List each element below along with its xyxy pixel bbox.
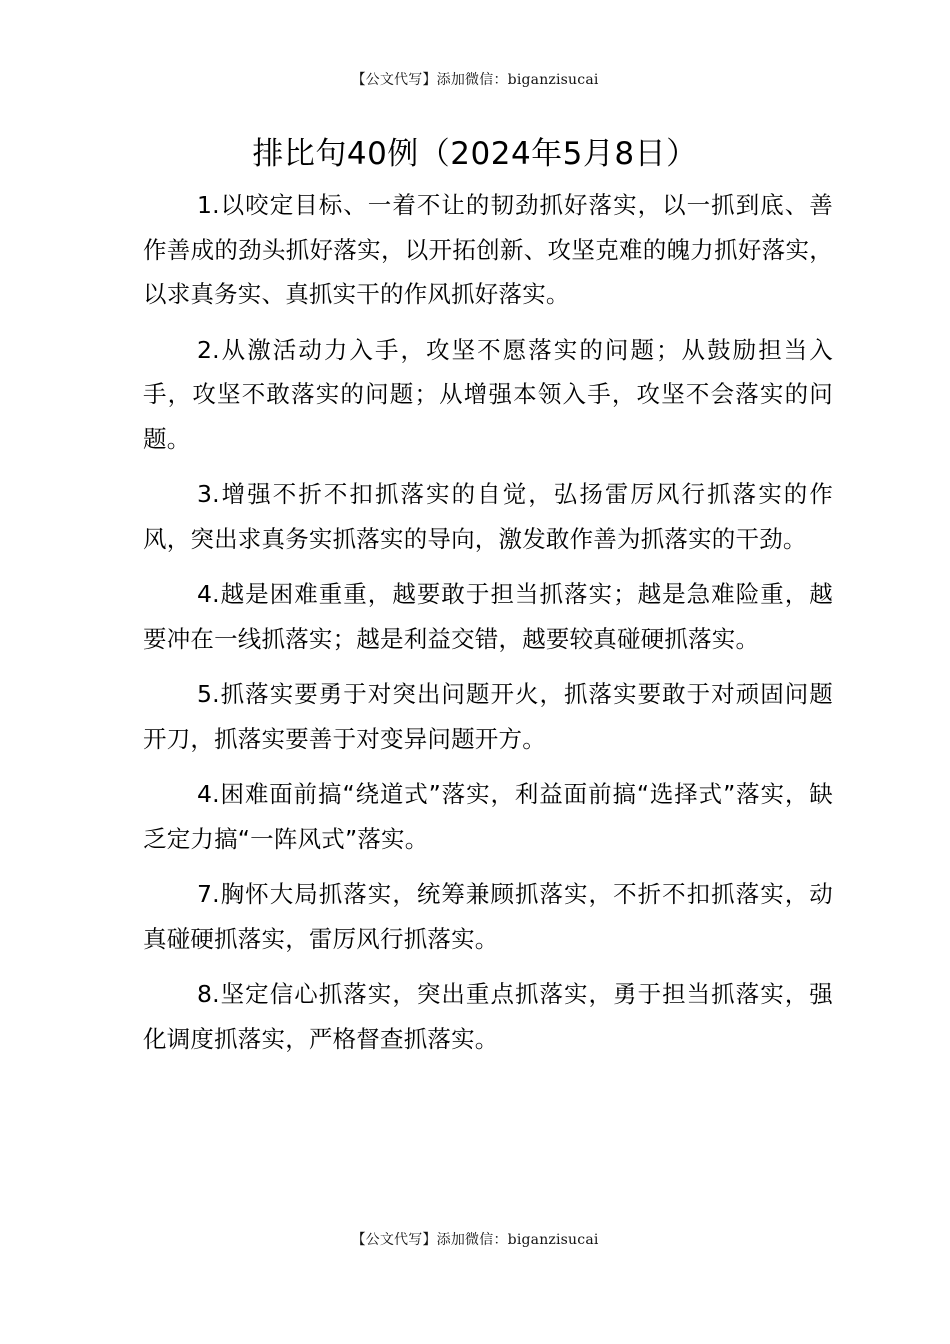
paragraph-7: 7.胸怀大局抓落实，统筹兼顾抓落实，不折不扣抓落实，动真碰硬抓落实，雷厉风行抓落实。 — [143, 880, 833, 953]
footer-note: 【公文代写】添加微信：biganzisucai — [351, 1232, 599, 1248]
document-body — [143, 183, 833, 1072]
paragraph-3: 3.增强不折不扣抓落实的自觉，弘扬雷厉风行抓落实的作风，突出求真务实抓落实的导向，激发敢作善为抓落实的干劲。 — [143, 480, 833, 553]
page-title: 排比句40例（2024年5月8日） — [252, 136, 698, 172]
paragraph-5: 5.抓落实要勇于对突出问题开火，抓落实要敢于对顽固问题开刀，抓落实要善于对变异问题开方。 — [143, 680, 833, 753]
paragraph-2: 2.从激活动力入手，攻坚不愿落实的问题；从鼓励担当入手，攻坚不敢落实的问题；从增强本领入手，攻坚不会落实的问题。 — [143, 335, 833, 453]
paragraph-6: 4.困难面前搞“绕道式”落实，利益面前搞“选择式”落实，缺乏定力搞“一阵风式”落实。 — [143, 780, 833, 853]
paragraph-4: 4.越是困难重重，越要敢于担当抓落实；越是急难险重，越要冲在一线抓落实；越是利益交错，越要较真碰硬抓落实。 — [143, 580, 833, 653]
header-note: 【公文代写】添加微信：biganzisucai — [351, 72, 599, 88]
paragraph-1: 1.以咬定目标、一着不让的韧劲抓好落实，以一抓到底、善作善成的劲头抓好落实，以开拓创新、攻坚克难的魄力抓好落实，以求真务实、真抓实干的作风抓好落实。 — [143, 191, 833, 308]
paragraph-8: 8.坚定信心抓落实，突出重点抓落实，勇于担当抓落实，强化调度抓落实，严格督查抓落实。 — [143, 980, 833, 1053]
